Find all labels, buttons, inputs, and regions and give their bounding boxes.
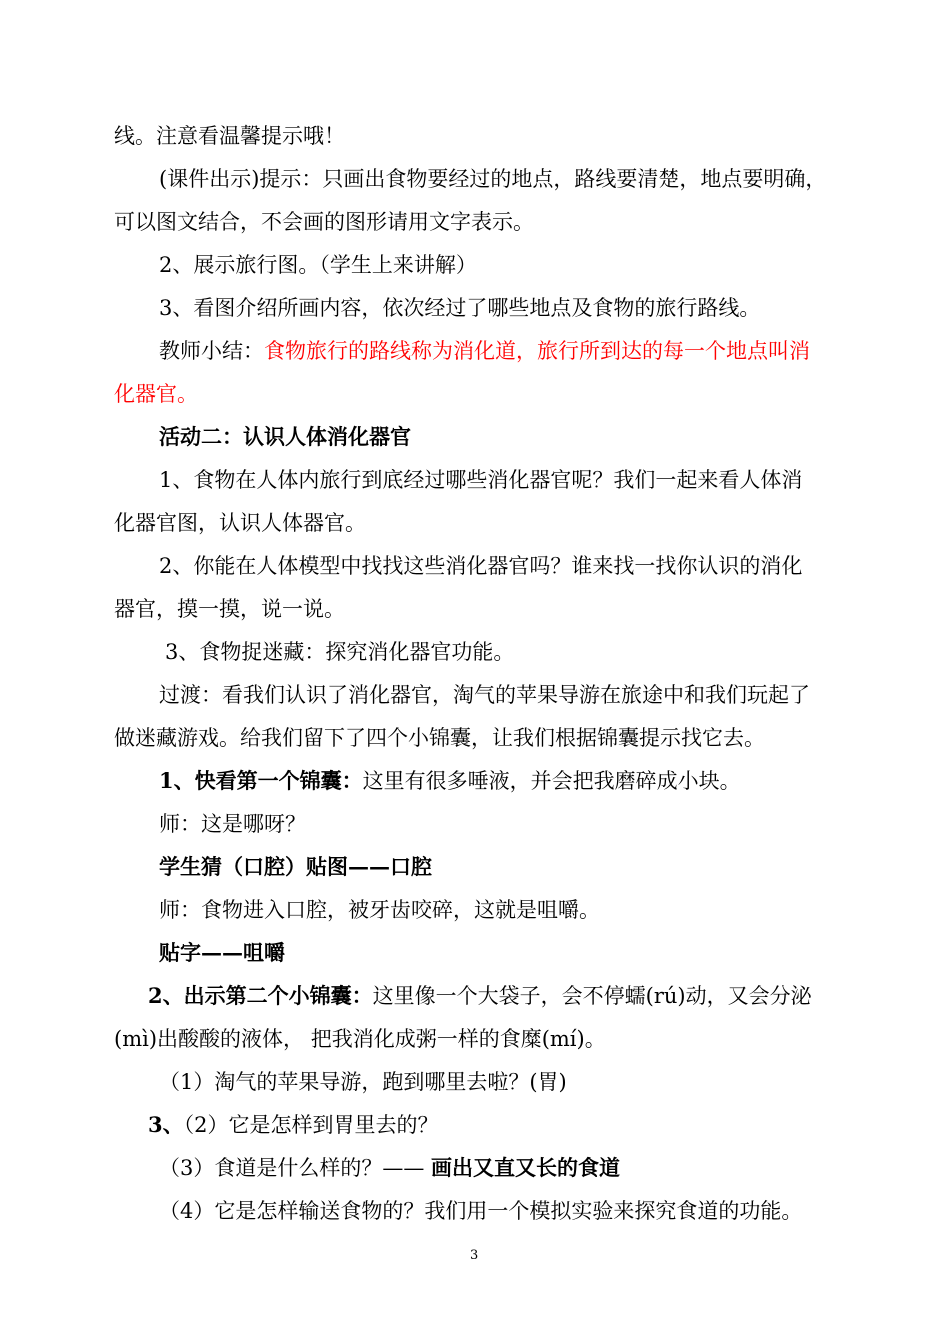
bold-text: 2、出示第二个小锦囊： [148, 983, 373, 1008]
paragraph-line [114, 509, 366, 537]
paragraph-line [165, 638, 514, 666]
text-run: 可以图文结合，不会画的图形请用文字表示。 [114, 210, 534, 234]
bold-text: 3、 [148, 1112, 184, 1137]
text-run: 3、看图介绍所画内容，依次经过了哪些地点及食物的旅行路线。 [159, 296, 761, 320]
text-run: （4）它是怎样输送食物的？我们用一个模拟实验来探究食道的功能。 [159, 1199, 803, 1223]
text-run: 师：食物进入口腔，被牙齿咬碎，这就是咀嚼。 [159, 898, 600, 922]
text-run: 这里像一个大袋子，会不停蠕(rú)动，又会分泌 [372, 984, 812, 1008]
text-run: 化器官图，认识人体器官。 [114, 511, 366, 535]
text-run: 3、食物捉迷藏：探究消化器官功能。 [165, 640, 515, 664]
paragraph-line [159, 466, 802, 494]
paragraph-line [159, 896, 600, 924]
bold-text: 画出又直又长的食道 [431, 1155, 621, 1180]
paragraph-line [159, 767, 741, 795]
paragraph-line [148, 1111, 439, 1139]
text-run: 这里有很多唾液，并会把我磨碎成小块。 [362, 769, 741, 793]
paragraph-line [159, 1154, 620, 1182]
text-run: （1）淘气的苹果导游，跑到哪里去啦？(胃) [159, 1070, 567, 1094]
text-run: （2）它是怎样到胃里去的？ [183, 1113, 439, 1137]
text-run: 做迷藏游戏。给我们留下了四个小锦囊，让我们根据锦囊提示找它去。 [114, 726, 765, 750]
text-run: 过渡：看我们认识了消化器官，淘气的苹果导游在旅途中和我们玩起了 [159, 683, 810, 707]
text-run: (mì)出酸酸的液体， 把我消化成粥一样的食糜(mí)。 [114, 1027, 606, 1051]
paragraph-line [114, 122, 345, 150]
paragraph-line [114, 724, 765, 752]
bold-text: 学生猜（口腔）贴图——口腔 [159, 854, 432, 879]
paragraph-line [159, 939, 285, 967]
bold-text: 1、快看第一个锦囊： [159, 768, 363, 793]
text-run: 器官，摸一摸，说一说。 [114, 597, 345, 621]
paragraph-line [159, 1197, 802, 1225]
paragraph-line [159, 552, 802, 580]
teacher-summary-line [114, 380, 198, 408]
text-run: 师：这是哪呀？ [159, 812, 306, 836]
section-heading [159, 423, 411, 451]
text-run: 1、食物在人体内旅行到底经过哪些消化器官呢？我们一起来看人体消 [159, 468, 803, 492]
paragraph-line [159, 853, 432, 881]
text-run: 2、展示旅行图。（学生上来讲解） [159, 253, 477, 277]
text-run: （3）食道是什么样的？—— [159, 1156, 432, 1180]
paragraph-line [159, 681, 810, 709]
paragraph-line [114, 1025, 606, 1053]
paragraph-line [148, 982, 812, 1010]
paragraph-line [114, 595, 345, 623]
page-number: 3 [470, 1248, 479, 1263]
text-run: 线。注意看温馨提示哦！ [114, 124, 345, 148]
summary-label: 教师小结： [159, 339, 264, 363]
paragraph-line [159, 251, 477, 279]
highlighted-text: 食物旅行的路线称为消化道，旅行所到达的每一个地点叫消 [264, 339, 810, 363]
highlighted-text: 化器官。 [114, 382, 198, 406]
paragraph-line [159, 165, 826, 193]
paragraph-line [159, 1068, 567, 1096]
heading-text: 活动二：认识人体消化器官 [159, 424, 411, 449]
paragraph-line [159, 294, 760, 322]
text-run: (课件出示)提示：只画出食物要经过的地点，路线要清楚，地点要明确， [159, 167, 827, 191]
bold-text: 贴字——咀嚼 [159, 940, 285, 965]
text-run: 2、你能在人体模型中找找这些消化器官吗？谁来找一找你认识的消化 [159, 554, 803, 578]
teacher-summary-line [159, 337, 810, 365]
paragraph-line [114, 208, 534, 236]
paragraph-line [159, 810, 306, 838]
